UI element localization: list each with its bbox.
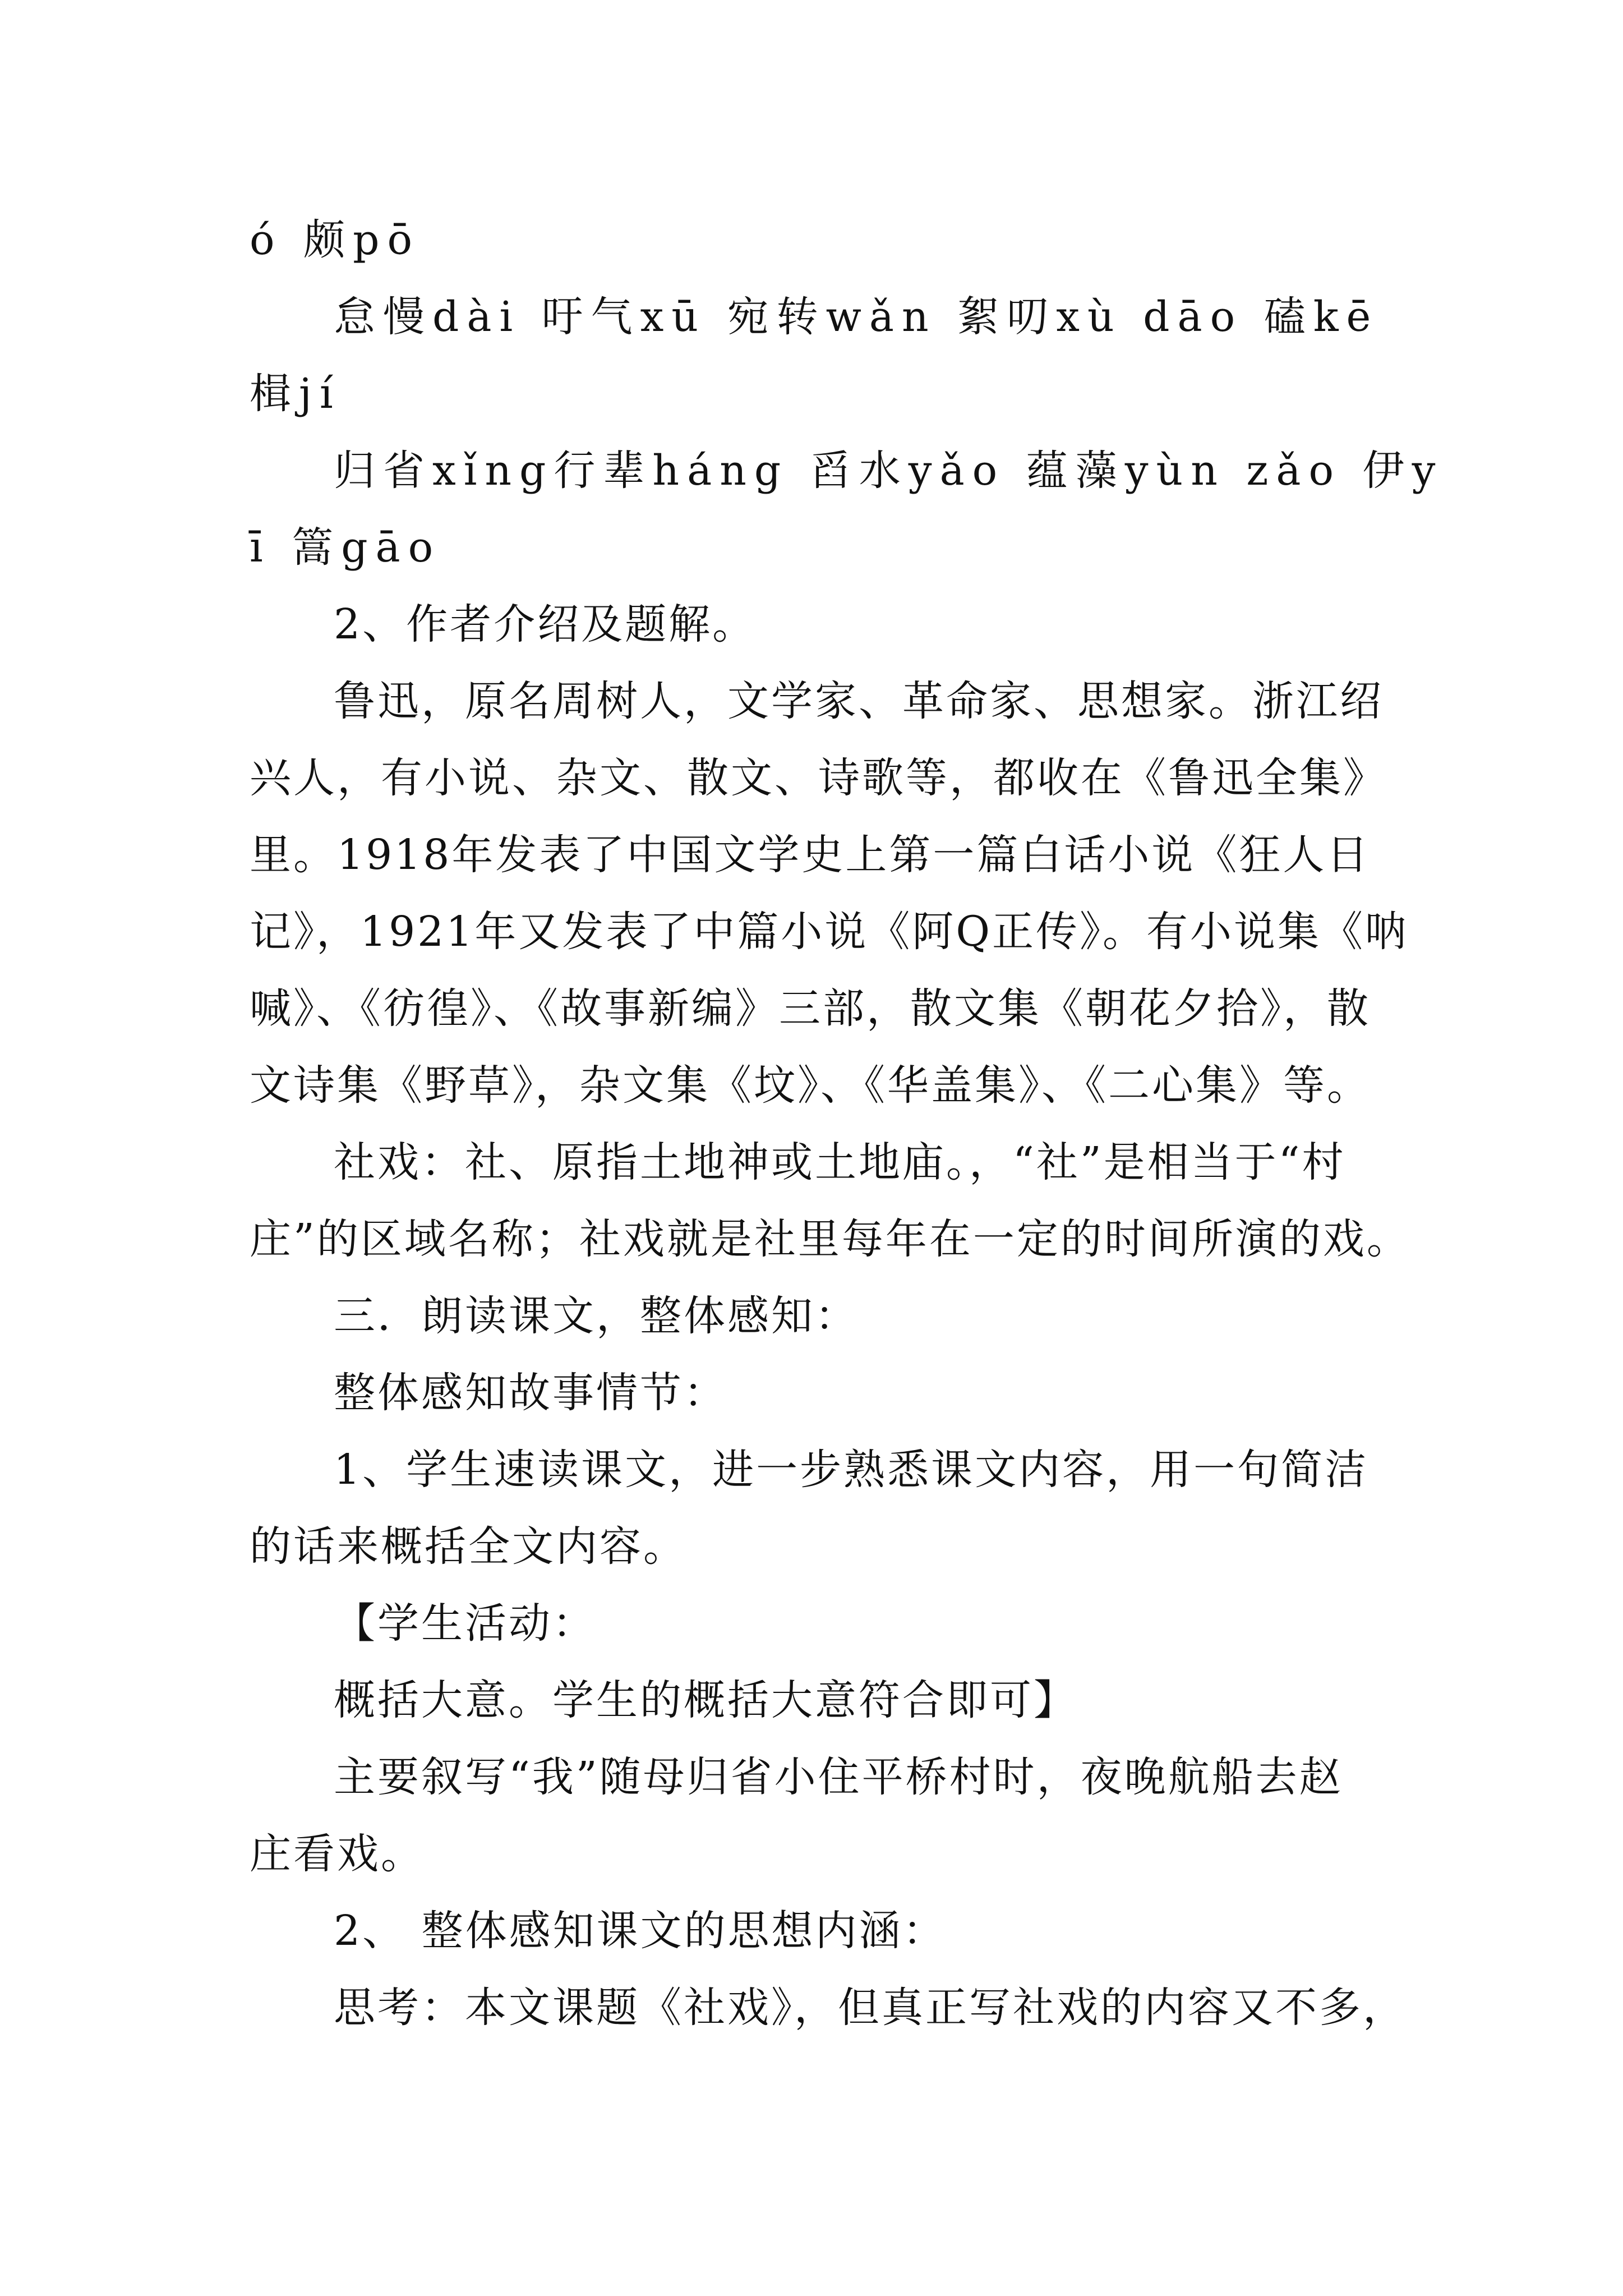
paragraph-line: 思考：本文课题《社戏》，但真正写社戏的内容又不多， — [334, 1984, 1407, 2032]
paragraph-line: 概括大意。学生的概括大意符合即可】 — [334, 1676, 1077, 1724]
pinyin-line-4: 归省xǐng行辈háng 舀水yǎo 蕴藻yùn zǎo 伊y — [334, 447, 1444, 495]
paragraph-line: 的话来概括全文内容。 — [250, 1522, 687, 1571]
subheading: 整体感知故事情节： — [334, 1369, 727, 1417]
body-text — [250, 202, 1444, 2046]
section-heading-author: 2、作者介绍及题解。 — [334, 600, 757, 648]
paragraph-line: 兴人，有小说、杂文、散文、诗歌等，都收在《鲁迅全集》 — [250, 754, 1387, 802]
paragraph-line: 社戏：社、原指土地神或土地庙。，“社”是相当于“村 — [334, 1138, 1346, 1186]
paragraph-line: 鲁迅，原名周树人，文学家、革命家、思想家。浙江绍 — [334, 677, 1384, 725]
paragraph-line: 庄看戏。 — [250, 1830, 425, 1878]
paragraph-line: 主要叙写“我”随母归省小住平桥村时，夜晚航船去赵 — [334, 1753, 1343, 1801]
pinyin-line-3: 楫jí — [250, 370, 341, 418]
pinyin-line-2: 怠慢dài 吁气xū 宛转wǎn 絮叨xù dāo 磕kē — [334, 293, 1379, 341]
paragraph-line: 文诗集《野草》，杂文集《坟》、《华盖集》、《二心集》等。 — [250, 1061, 1371, 1110]
pinyin-line-5: ī 篙gāo — [250, 523, 441, 572]
paragraph-line: 里。1918年发表了中国文学史上第一篇白话小说《狂人日 — [250, 831, 1371, 879]
paragraph-line: 记》，1921年又发表了中篇小说《阿Q正传》。有小说集《呐 — [250, 908, 1409, 956]
paragraph-line: 喊》、《彷徨》、《故事新编》三部，散文集《朝花夕拾》，散 — [250, 984, 1371, 1033]
paragraph-line: 【学生活动： — [334, 1599, 596, 1648]
pinyin-line-1: ó 颇pō — [250, 216, 420, 264]
section-heading-reading: 三．朗读课文，整体感知： — [334, 1292, 859, 1340]
paragraph-line: 庄”的区域名称；社戏就是社里每年在一定的时间所演的戏。 — [250, 1215, 1410, 1263]
paragraph-line: 1、学生速读课文，进一步熟悉课文内容，用一句简洁 — [334, 1446, 1369, 1494]
paragraph-line: 2、 整体感知课文的思想内涵： — [334, 1907, 947, 1955]
